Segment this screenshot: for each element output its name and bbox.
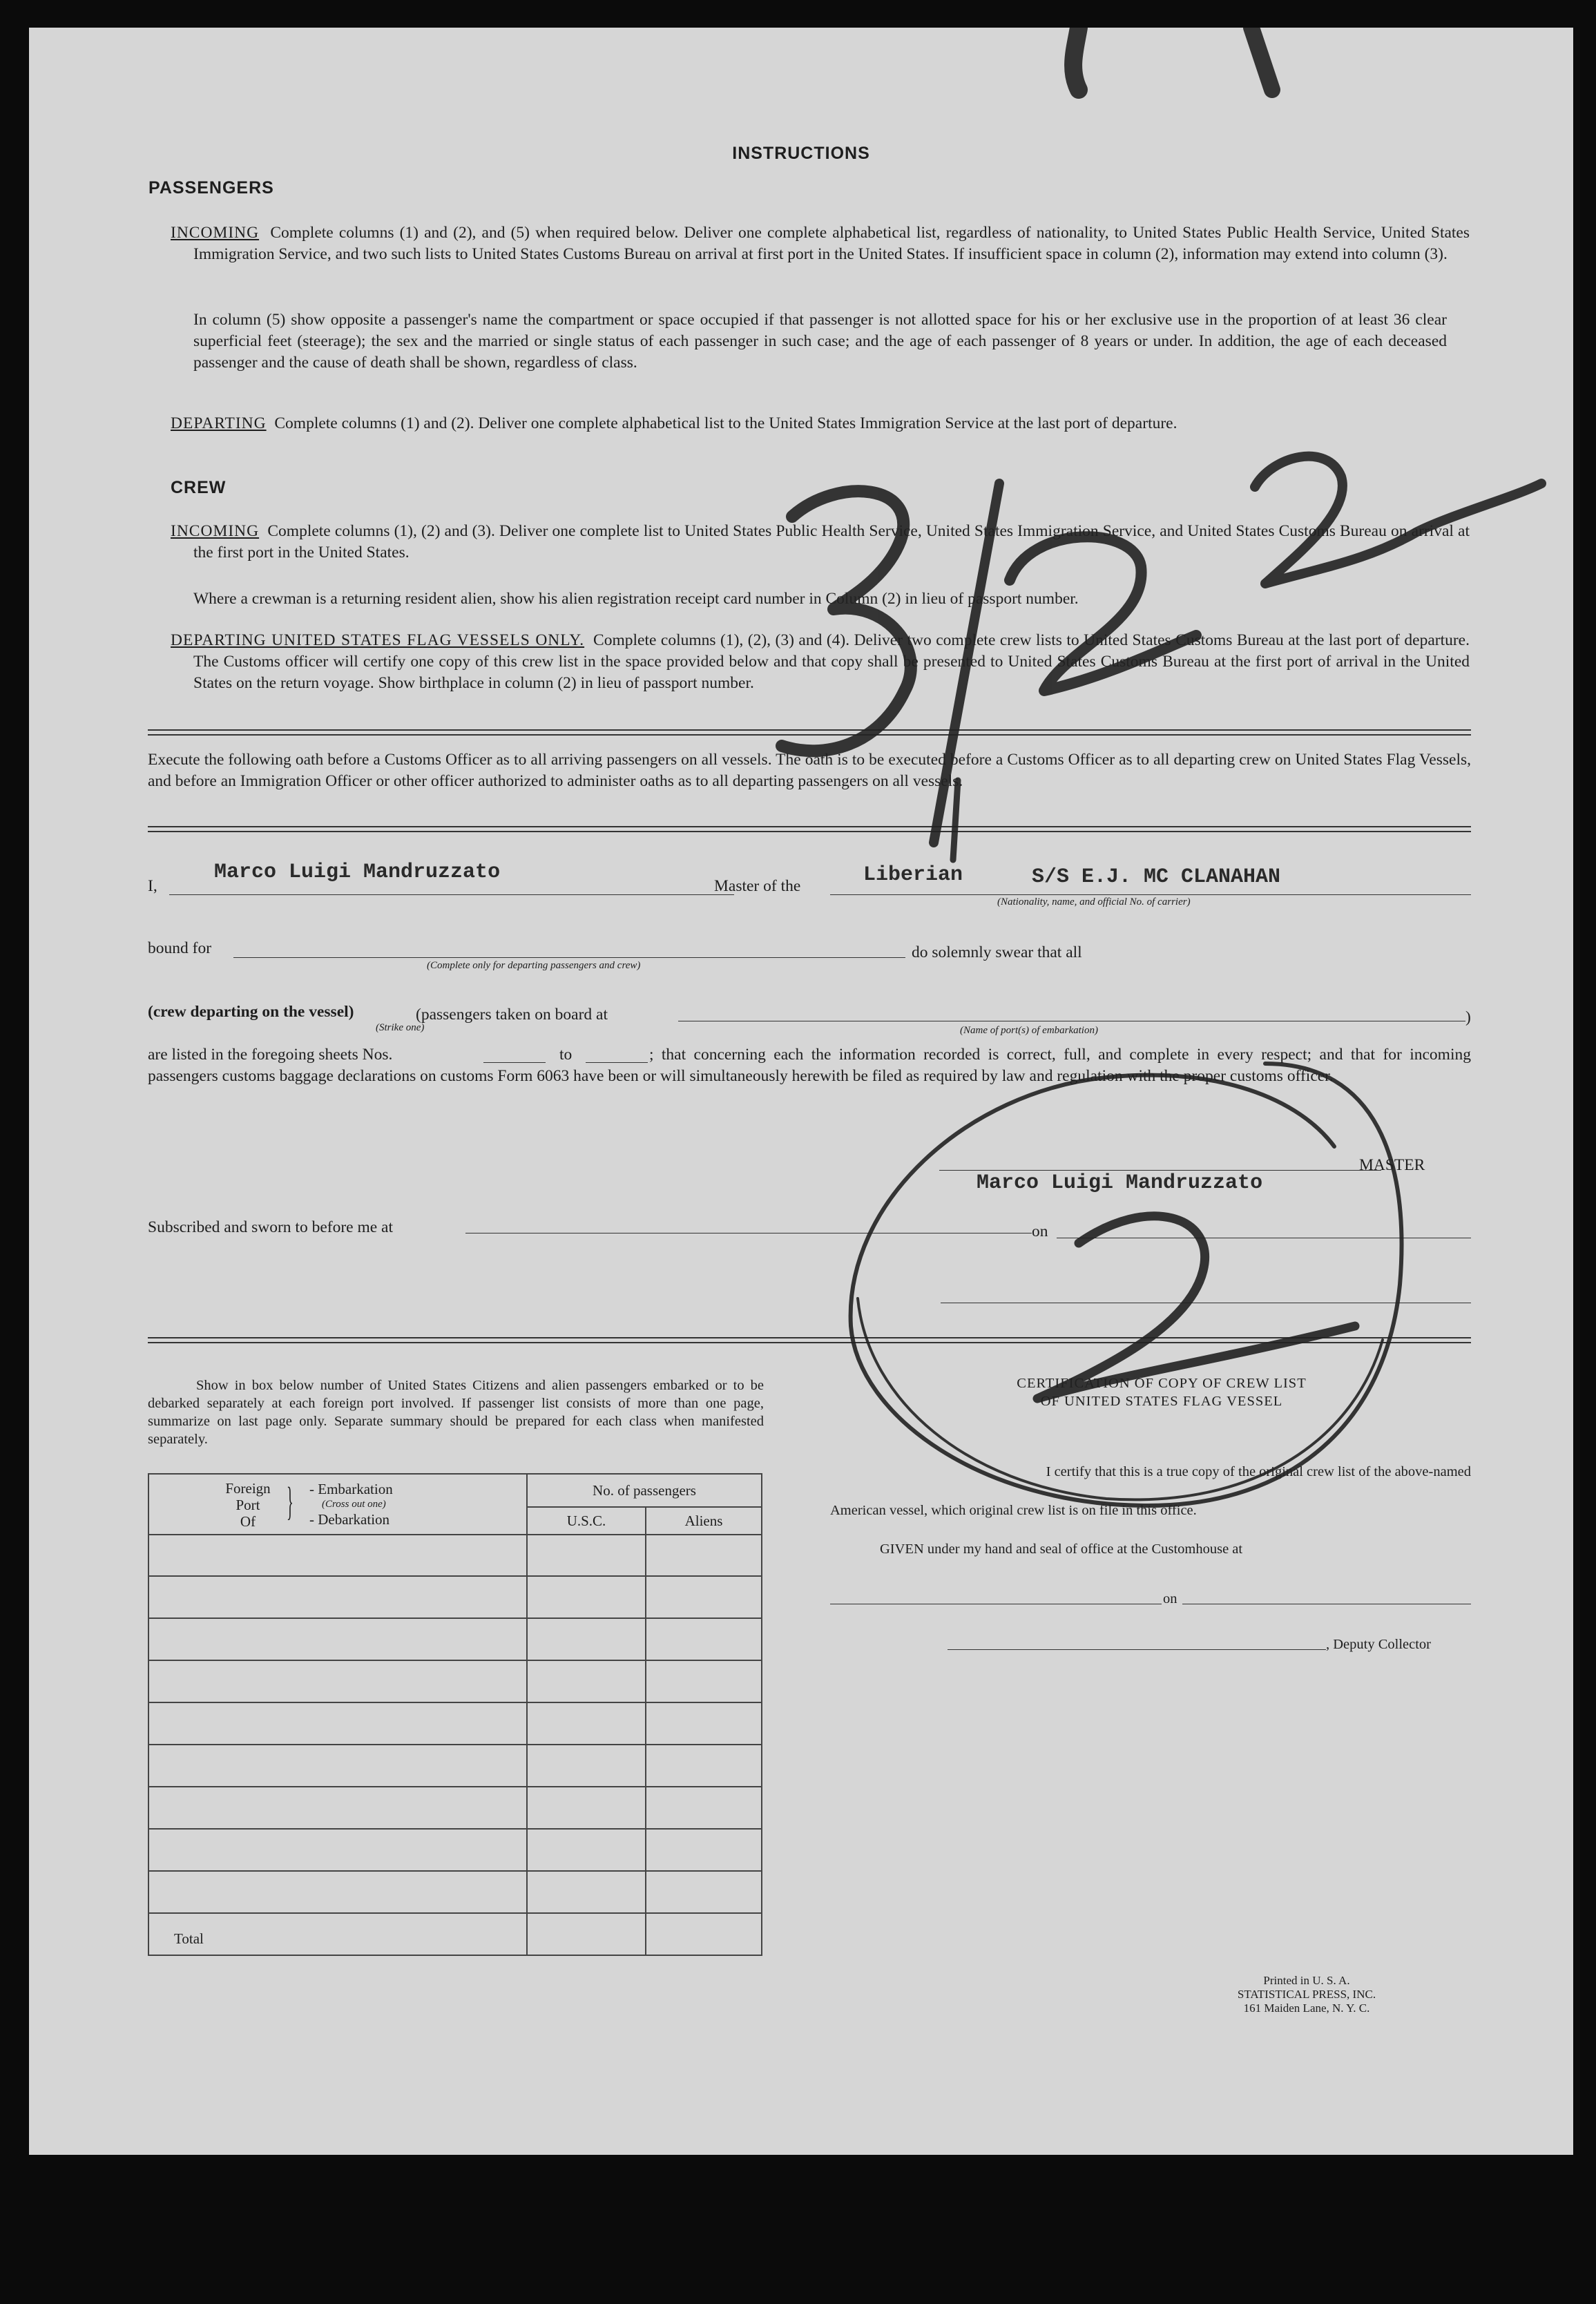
crew-incoming-text: Complete columns (1), (2) and (3). Deliver one complete list to United States Public Health Service, United States Immigration Service, and United States Customs Bureau on arrival at the first port in the United States. <box>193 522 1470 561</box>
total-label: Total <box>148 1913 527 1955</box>
listed-text-2: ; that concerning each the information recorded is correct, full, and complete in every respect; and that for incoming passengers customs baggage declarations on customs Form 6063 have been or will simultaneously herewith be filed as required by law and regulation with the proper customs officer. <box>148 1046 1471 1085</box>
cross-out-label: (Cross out one) <box>322 1499 386 1510</box>
certification-on-label: on <box>1163 1591 1177 1606</box>
passengers-departing-text: Complete columns (1) and (2). Deliver one complete alphabetical list to the United States Immigration Service at the last port of departure. <box>274 414 1177 432</box>
crew-incoming-label: INCOMING <box>171 522 260 540</box>
usc-header: U.S.C. <box>527 1507 646 1535</box>
brace-icon: } <box>287 1479 294 1524</box>
embarkation-caption: (Name of port(s) of embarkation) <box>960 1025 1098 1036</box>
deputy-collector-label: , Deputy Collector <box>1326 1637 1432 1652</box>
passengers-incoming-text: Complete columns (1) and (2), and (5) when required below. Deliver one complete alphabetical list, regardless of nationality, to United States Public Health Service, United States Immigration Service, and two such lists to United States Customs Bureau on arrival at first port in the United States. If insufficient space in column (2), information may extend into column (3). <box>193 224 1470 263</box>
of-label: Of <box>240 1513 256 1530</box>
passengers-departing-label: DEPARTING <box>171 414 267 432</box>
vessel-name: S/S E.J. MC CLANAHAN <box>1032 865 1281 889</box>
handwritten-marks <box>29 28 1573 2155</box>
bound-for-label: bound for <box>148 939 212 957</box>
instructions-title: INSTRUCTIONS <box>732 144 870 163</box>
crew-heading: CREW <box>171 478 227 497</box>
printer-line-3: 161 Maiden Lane, N. Y. C. <box>1243 2001 1370 2015</box>
on-label: on <box>1032 1222 1048 1240</box>
bound-caption: (Complete only for departing passengers and crew) <box>427 960 641 971</box>
edge-ink-marks <box>1073 28 1272 90</box>
master-label: MASTER <box>1359 1156 1425 1174</box>
listed-text-1: are listed in the foregoing sheets Nos. <box>148 1046 393 1064</box>
passengers-col5-paragraph: In column (5) show opposite a passenger's name the compartment or space occupied if that passenger is not allotted space for his or her exclusive use in the proportion of at least 36 clear superficial feet (steerage); the sex and the married or single status of each passenger in such case; and the age of each passenger of 8 years or under. In addition, the age of each deceased passenger and the cause of death shall be shown, regardless of class. <box>193 311 1447 372</box>
passengers-heading: PASSENGERS <box>148 178 274 198</box>
oath-i-label: I, <box>148 877 157 895</box>
crew-resident-paragraph: Where a crewman is a returning resident alien, show his alien registration receipt card number in Column (2) in lieu of passport number. <box>193 590 1079 608</box>
strike-caption: (Strike one) <box>376 1022 425 1033</box>
port-label: Port <box>235 1497 260 1513</box>
certification-title-line-1: CERTIFICATION OF COPY OF CREW LIST <box>1017 1376 1307 1391</box>
passengers-incoming-label: INCOMING <box>171 224 260 242</box>
master-of-label: Master of the <box>714 877 801 895</box>
carrier-caption: (Nationality, name, and official No. of carrier) <box>997 896 1191 908</box>
form-sheet <box>29 28 1573 2155</box>
summary-instruction: Show in box below number of United States Citizens and alien passengers embarked or to be debarked separately at each foreign port involved. If passenger list consists of more than one page, summarize on last page only. Separate summary should be prepared for each class when manifested separately. <box>148 1378 764 1447</box>
handwritten-circled-2-mark <box>851 1064 1402 1506</box>
printer-line-1: Printed in U. S. A. <box>1263 1974 1350 1987</box>
crew-departing-text: (crew departing on the vessel) <box>148 1003 354 1021</box>
subscribed-label: Subscribed and sworn to before me at <box>148 1218 394 1236</box>
close-paren: ) <box>1465 1008 1471 1026</box>
handwritten-3-22-mark <box>782 457 1541 860</box>
passengers-on-board-text: (passengers taken on board at <box>416 1006 608 1024</box>
certify-text: I certify that this is a true copy of the original crew list of the above-named <box>1046 1464 1471 1479</box>
printer-line-2: STATISTICAL PRESS, INC. <box>1237 1988 1376 2001</box>
foreign-label: Foreign <box>225 1480 271 1497</box>
oath-instruction: Execute the following oath before a Customs Officer as to all arriving passengers on all vessels. The oath is to be executed before a Customs Officer as to all departing crew on United States Flag Vessels, and before an Immigration Officer or other officer authorized to administer oaths as to all departing passengers on all vessels. <box>148 751 1471 790</box>
crew-departing-text: Complete columns (1), (2), (3) and (4). Deliver two complete crew lists to United States Customs Bureau at the last port of departure. The Customs officer will certify one copy of this crew list in the space provided below and that copy shall be presented to United States Customs Bureau at the first port of arrival in the United States on the return voyage. Show birthplace in column (2) in lieu of passport number. <box>193 631 1470 692</box>
given-text: GIVEN under my hand and seal of office at the Customhouse at <box>880 1542 1243 1557</box>
certify-text-2: American vessel, which original crew list is on file in this office. <box>830 1503 1197 1518</box>
crew-departing-label: DEPARTING UNITED STATES FLAG VESSELS ONLY. <box>171 631 585 649</box>
vessel-nationality: Liberian <box>863 863 963 887</box>
debarkation-label: - Debarkation <box>309 1511 390 1528</box>
aliens-header: Aliens <box>646 1507 762 1535</box>
certification-title-line-2: OF UNITED STATES FLAG VESSEL <box>1040 1394 1283 1409</box>
swear-text: do solemnly swear that all <box>912 943 1082 961</box>
no-passengers-header: No. of passengers <box>527 1474 762 1507</box>
listed-to: to <box>559 1046 573 1064</box>
master-name: Marco Luigi Mandruzzato <box>214 861 501 884</box>
embarkation-label: - Embarkation <box>309 1481 393 1497</box>
master-signature-typed: Marco Luigi Mandruzzato <box>977 1171 1263 1195</box>
